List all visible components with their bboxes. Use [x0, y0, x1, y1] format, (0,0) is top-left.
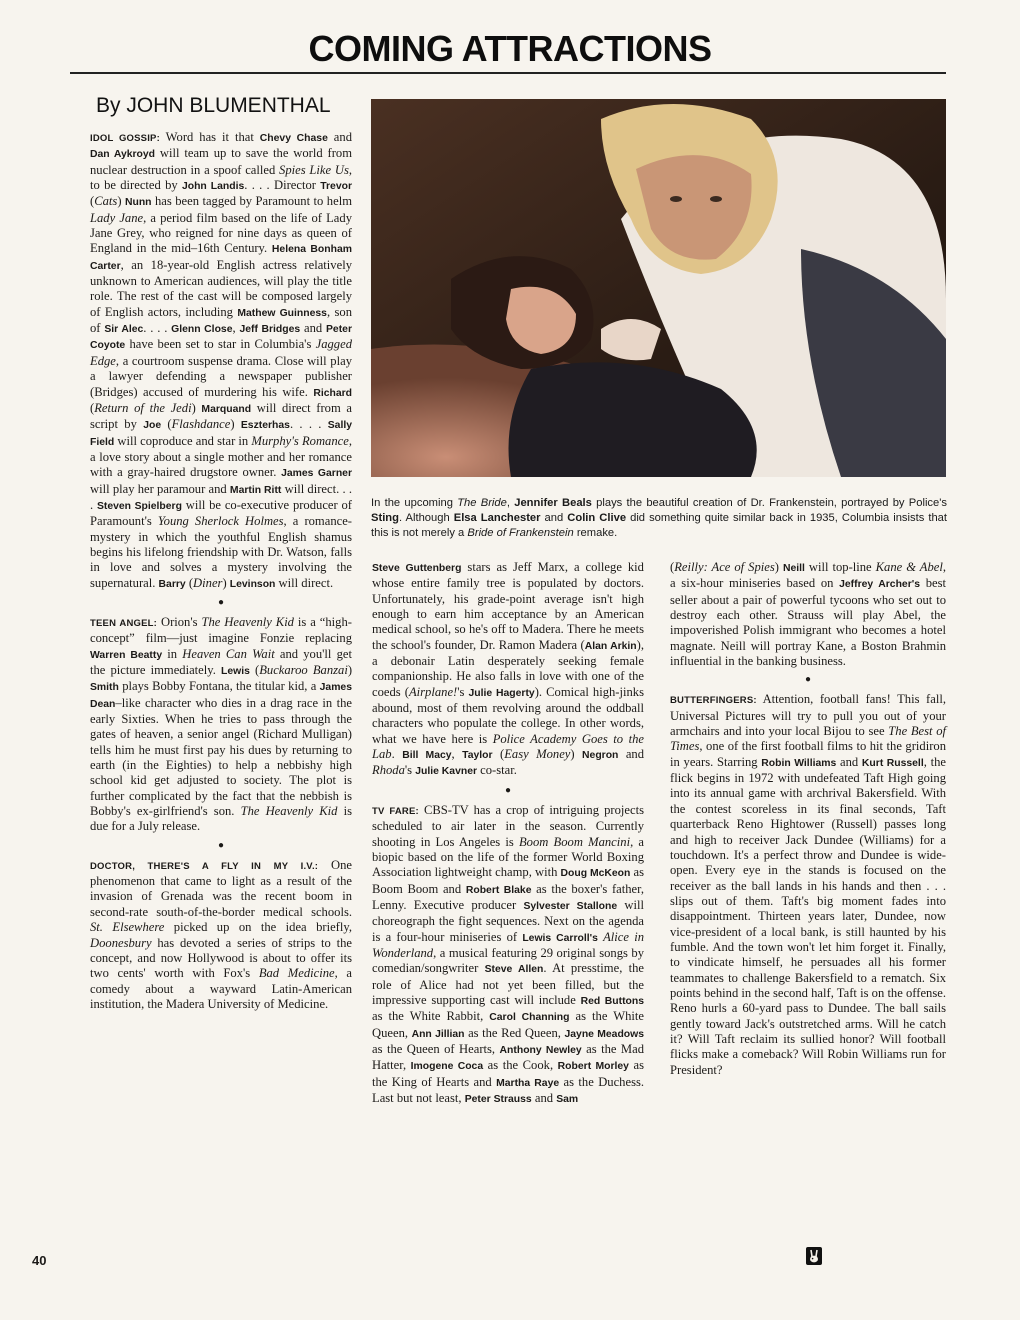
person-name: Robert Morley: [557, 1061, 629, 1073]
work-title: Bad Medicine: [258, 966, 335, 981]
body-text: (: [670, 560, 675, 574]
title-rule: [70, 72, 946, 74]
body-text: has been tagged by Paramount to helm: [151, 194, 352, 209]
body-text: plays Bobby Fontana, the titular kid, a: [118, 679, 320, 694]
body-text: (: [90, 194, 95, 209]
body-text: ): [774, 560, 783, 574]
work-title: Easy Money: [504, 747, 571, 762]
page-title: COMING ATTRACTIONS: [308, 28, 712, 69]
body-text: (: [249, 663, 260, 677]
work-title: St. Elsewhere: [90, 920, 165, 935]
person-name: James Garner: [281, 468, 352, 480]
body-text: ,: [451, 747, 463, 762]
work-title: Return of the Jedi: [94, 400, 192, 415]
section-kicker: DOCTOR, THERE'S A FLY IN MY I.V.:: [90, 860, 319, 872]
body-text: as the boxer's father, Lenny. Executive producer: [372, 881, 644, 912]
page-number: 40: [32, 1253, 47, 1268]
body-text: has devoted a series of strips to the concept, and now Hollywood is about to offer its two cents' worth with Fox's: [90, 935, 352, 981]
rabbit-head-logo-icon: [806, 1247, 822, 1265]
person-name: Lewis: [221, 666, 250, 677]
caption-actor-name: Elsa Lanchester: [453, 512, 541, 524]
person-name: Lewis Carroll's: [522, 932, 598, 944]
body-text: , a comedy about a wayward Latin-American institution, the Madera University of Medicine.: [90, 966, 352, 1011]
body-text: (: [492, 747, 505, 762]
body-text: will be co-executive producer of Paramount's: [90, 497, 352, 529]
body-text: . . . .: [143, 321, 172, 336]
work-title: Young Sherlock Holmes: [157, 514, 284, 529]
body-text: Word has it that: [159, 130, 260, 144]
person-name: Sam: [556, 1094, 579, 1105]
person-name: Taylor: [462, 750, 493, 762]
work-title: Alice in Wonderland: [372, 929, 644, 960]
person-name: Helena Bonham Carter: [90, 244, 352, 272]
person-name: Robin Williams: [761, 757, 837, 769]
work-title: Flashdance: [171, 417, 231, 432]
work-title: Diner: [193, 575, 223, 590]
rabbit-head-logo-icon: [806, 1247, 822, 1265]
work-title: Cats: [94, 194, 118, 209]
person-name: Martha Raye: [496, 1077, 560, 1089]
person-name: Jayne Meadows: [564, 1028, 645, 1040]
work-title: Boom Boom Mancini: [518, 834, 631, 849]
person-name: Anthony Newley: [499, 1044, 582, 1056]
section-kicker: IDOL GOSSIP:: [90, 133, 160, 144]
person-name: Julie Hagerty: [468, 687, 535, 699]
work-title: Lady Jane: [90, 210, 144, 225]
paragraph-kane-abel: [670, 560, 946, 669]
work-title: The Heavenly Kid: [201, 614, 294, 629]
person-name: Eszterhas: [240, 420, 290, 432]
body-text: and you'll get the picture immediately.: [90, 646, 352, 677]
person-name: Barry: [158, 578, 186, 590]
body-text: and: [531, 1091, 557, 1105]
caption-actor-name: Sting: [371, 512, 399, 524]
byline: By JOHN BLUMENTHAL: [96, 94, 331, 117]
body-text: , to be directed by: [90, 162, 352, 193]
body-text: ): [230, 417, 241, 432]
person-name: Doug McKeon: [560, 868, 631, 880]
caption-text: In the upcoming: [371, 497, 458, 509]
person-name: Chevy Chase: [259, 133, 328, 144]
caption-text: plays the beautiful creation of Dr. Frankenstein, portrayed by Police's: [591, 497, 947, 509]
person-name: Trevor: [320, 181, 352, 193]
person-name: Warren Beatty: [90, 649, 163, 661]
section-kicker: TEEN ANGEL:: [90, 617, 158, 629]
person-name: Bill Macy: [402, 750, 452, 762]
person-name: Jeff Bridges: [239, 324, 301, 336]
body-text: will choreograph the fight sequences. Next on the agenda is a four-hour miniseries of: [372, 897, 644, 944]
caption-text: . Although: [398, 512, 454, 524]
body-text: and: [327, 130, 352, 144]
person-name: John Landis: [181, 181, 245, 193]
body-text: , son of: [90, 304, 352, 336]
body-text: –like character who dies in a drag race in the early Sixties. When he tries to pass through the gates of heaven, a senior angel (Richard Mulligan) tells him he must first pay his dues by returning to earth (in the Eighties) to help a nebbishy high school kid get adjusted to society. The plot is further complicated by the fact that the nebbish is Bobby's ex-girlfriend's son.: [90, 695, 352, 819]
body-text: and: [300, 321, 326, 336]
body-text: One phenomenon that came to light as a result of the invasion of Grenada was the recent boom in second-rate south-of-the-border medical schools.: [90, 857, 352, 919]
body-text: will direct. . . .: [90, 481, 352, 512]
body-text: ,: [232, 321, 240, 336]
body-text: . . . .: [289, 417, 328, 432]
body-text: will top-line: [804, 560, 876, 574]
person-name: Kurt Russell: [861, 757, 924, 769]
section-kicker: TV FARE:: [372, 805, 419, 817]
caption-text: did something quite similar back in 1935, Columbia insists that this is not merely a: [371, 512, 948, 539]
body-text: have been set to star in Columbia's: [125, 337, 316, 352]
column-2: [372, 560, 644, 1107]
body-text: co-star.: [477, 763, 517, 778]
body-text: , a biopic based on the life of the former World Boxing Association lightweight champ, with: [372, 834, 644, 880]
body-text: ): [222, 575, 230, 590]
film-still-illustration: [371, 99, 946, 477]
body-text: , an 18-year-old English actress relatively unknown to American audiences, will play the title role. The rest of the cast will be composed largely of English actors, including: [90, 257, 352, 319]
caption-text: remake.: [573, 527, 618, 539]
body-text: as the Duchess. Last but not least,: [372, 1074, 645, 1105]
body-text: Attention, football fans! This fall, Universal Pictures will try to pull you out of your armchairs and into your local Bijou to see: [670, 692, 946, 739]
person-name: Negron: [582, 750, 619, 762]
paragraph-teen-angel: [90, 615, 352, 835]
work-title: The Best of Times: [670, 724, 946, 754]
caption-film-title: The Bride: [457, 497, 507, 509]
body-text: , a six-hour miniseries based on: [670, 560, 947, 591]
body-text: ). Comical high-jinks abound, most of them revolving around the oddball characters who populate the college. In other words, what we have here is: [372, 684, 644, 746]
body-text: stars as Jeff Marx, a college kid whose entire family tree is populated by doctors. Unfortunately, his grade-point average isn't high enough to earn him acceptance by an American medical school, so he's off to Madera. There he meets the school's founder, Dr. Ramon Madera (: [372, 560, 644, 652]
body-text: . . . . Director: [244, 178, 321, 193]
body-text: 's: [457, 684, 469, 699]
work-title: Buckaroo Banzai: [259, 663, 348, 677]
person-name: Sally Field: [90, 420, 353, 448]
person-name: Nunn: [124, 197, 152, 209]
caption-film-title: Bride of Frankenstein: [467, 527, 574, 539]
body-text: in: [162, 646, 183, 661]
person-name: Mathew Guinness: [237, 307, 327, 319]
person-name: Peter Coyote: [90, 324, 352, 352]
section-bullet: [372, 786, 644, 796]
body-text: picked up on the idea briefly,: [164, 920, 352, 935]
paragraph-bad-medicine: [372, 560, 644, 780]
body-text: ): [117, 194, 125, 209]
caption-text: and: [540, 512, 568, 524]
person-name: Robert Blake: [465, 884, 532, 896]
body-text: , a romance-mystery in which the youthful English shamus begins his lifelong friendship with Dr. Watson, falls in love and solves a mystery involving the supernatural.: [90, 514, 352, 590]
photo-caption: [371, 496, 947, 541]
person-name: Julie Kavner: [415, 766, 478, 778]
caption-actor-name: Colin Clive: [567, 512, 627, 524]
person-name: Sylvester Stallone: [523, 900, 618, 912]
work-title: The Heavenly Kid: [240, 804, 338, 819]
person-name: Steve Allen: [484, 964, 544, 976]
body-text: will direct from a script by: [90, 400, 352, 432]
section-bullet: [90, 598, 352, 608]
body-text: ): [347, 663, 353, 677]
body-text: .: [391, 747, 403, 762]
body-text: ): [191, 400, 202, 415]
body-text: as Boom Boom and: [372, 865, 645, 896]
body-text: and: [836, 754, 862, 769]
body-text: , a love story about a single mother and her romance with a gray-haired drugstore owner.: [90, 433, 352, 480]
person-name: Joe: [143, 420, 162, 432]
paragraph-idol-gossip: [90, 130, 352, 592]
work-title: Heaven Can Wait: [182, 646, 275, 661]
body-text: , the flick begins in 1972 with undefeated Taft High going into its annual game with archrival Bakersfield. With the contest scoreless in its final seconds, Taft quarterback Reno Hightower (Russell) passes long and high to receiver Jack Dundee (Williams) for a touchdown. It's a perfect throw and Dundee is wide-open. Every eye in the stands is focused on the receiver as the ball lands in his hands and then . . . slips out of them. Taft's big moment fades into disappointment. Thirteen years later, Dundee, now vice-president of a local bank, is still haunted by his fumble. And the town won't let him forget it. Finally, to vindicate himself, he persuades all his former teammates to challenge Bakersfield to a rematch. Six points behind in the second half, Taft is on the offense. Reno hurls a 60-yard pass to Dundee. The ball sails gently toward Jack's outstretched arms. Will he catch it? Will Taft reclaim its sullied honor? Will football flicks make a comeback? Will Robin Williams run for President?: [670, 754, 946, 1077]
person-name: Jeffrey Archer's: [839, 579, 921, 591]
body-text: and: [618, 747, 645, 762]
body-text: as the Red Queen,: [464, 1025, 565, 1040]
work-title: Reilly: Ace of Spies: [674, 560, 775, 574]
film-still-photo: [371, 99, 946, 477]
person-name: Peter Strauss: [464, 1094, 532, 1105]
body-text: is due for a July release.: [90, 804, 352, 834]
body-text: , a period film based on the life of Lady Jane Grey, who reigned for nine days as queen of England in the mid–16th Century.: [90, 210, 352, 256]
body-text: . At presstime, the role of Alice had not yet been filled, but the impressive supporting cast will include: [372, 961, 644, 1007]
person-name: Martin Ritt: [229, 484, 282, 496]
person-name: Red Buttons: [580, 995, 645, 1007]
caption-text: ,: [506, 497, 515, 509]
body-text: ): [570, 747, 583, 762]
body-text: as the Queen of Hearts,: [372, 1041, 500, 1056]
body-text: as the Mad Hatter,: [372, 1041, 644, 1073]
paragraph-doctor: [90, 858, 352, 1012]
body-text: Orion's: [157, 614, 202, 629]
person-name: Carol Channing: [489, 1012, 570, 1024]
person-name: Sir Alec: [104, 324, 144, 336]
person-name: Levinson: [229, 578, 276, 590]
paragraph-tv-fare: [372, 803, 644, 1108]
column-1: [90, 130, 352, 1012]
work-title: Kane & Abel: [875, 560, 943, 574]
caption-actor-name: Jennifer Beals: [514, 497, 592, 509]
person-name: Richard: [313, 387, 352, 399]
person-name: Imogene Coca: [410, 1061, 484, 1073]
body-text: (: [90, 400, 95, 415]
work-title: Police Academy Goes to the Lab: [372, 731, 644, 762]
body-text: CBS-TV has a crop of intriguing projects scheduled to air later in the season. Currently shooting in Los Angeles is: [372, 802, 644, 849]
person-name: James Dean: [90, 682, 352, 710]
person-name: Glenn Close: [171, 324, 233, 336]
work-title: Doonesbury: [90, 935, 152, 950]
work-title: Murphy's Romance: [251, 433, 349, 448]
person-name: Smith: [90, 682, 119, 694]
person-name: Alan Arkin: [584, 640, 637, 652]
section-bullet: [90, 841, 352, 851]
person-name: Neill: [782, 563, 805, 574]
body-text: as the Cook,: [483, 1058, 558, 1073]
body-text: as the King of Hearts and: [372, 1058, 645, 1089]
body-text: best seller about a pair of powerful tycoons who set out to destroy each other. Strauss will play Abel, the impoverished Polish immigrant who becomes a hotel magnate. Neill will portray Kane, a Boston Brahmin influential in the banking business.: [670, 576, 947, 669]
paragraph-butterfingers: [670, 692, 946, 1078]
person-name: Marquand: [201, 403, 252, 415]
body-text: will direct.: [275, 575, 334, 590]
work-title: Jagged Edge: [90, 337, 352, 368]
body-text: ), a debonair Latin desperately seeking female companionship. He also falls in love with one of the coeds (: [372, 637, 644, 699]
body-text: will play her paramour and: [90, 481, 230, 496]
body-text: (: [185, 575, 194, 590]
body-text: will team up to save the world from nuclear destruction in a spoof called: [90, 146, 352, 177]
section-bullet: [670, 675, 946, 685]
person-name: Steve Guttenberg: [372, 563, 462, 574]
body-text: , a musical featuring 29 original songs by comedian/songwriter: [372, 945, 644, 976]
body-text: 's: [404, 763, 416, 778]
body-text: as the White Rabbit,: [372, 1009, 490, 1024]
body-text: as the White Queen,: [372, 1009, 644, 1040]
section-kicker: BUTTERFINGERS:: [670, 695, 757, 707]
work-title: Spies Like Us: [279, 162, 349, 177]
body-text: , a courtroom suspense drama. Close will play a lawyer defending a newspaper publisher (Bridges) accused of murdering his wife.: [90, 353, 352, 399]
person-name: Dan Aykroyd: [90, 149, 156, 161]
person-name: Steven Spielberg: [96, 500, 182, 512]
work-title: Rhoda: [372, 763, 405, 778]
body-text: is a “high-concept” film—just imagine Fonzie replacing: [90, 614, 352, 646]
person-name: Ann Jillian: [411, 1028, 465, 1040]
work-title: Airplane!: [408, 684, 458, 699]
column-3: [670, 560, 946, 1078]
body-text: (: [161, 417, 172, 432]
body-text: will coproduce and star in: [114, 433, 252, 448]
body-text: , one of the first football films to hit the gridiron in years. Starring: [670, 739, 946, 769]
